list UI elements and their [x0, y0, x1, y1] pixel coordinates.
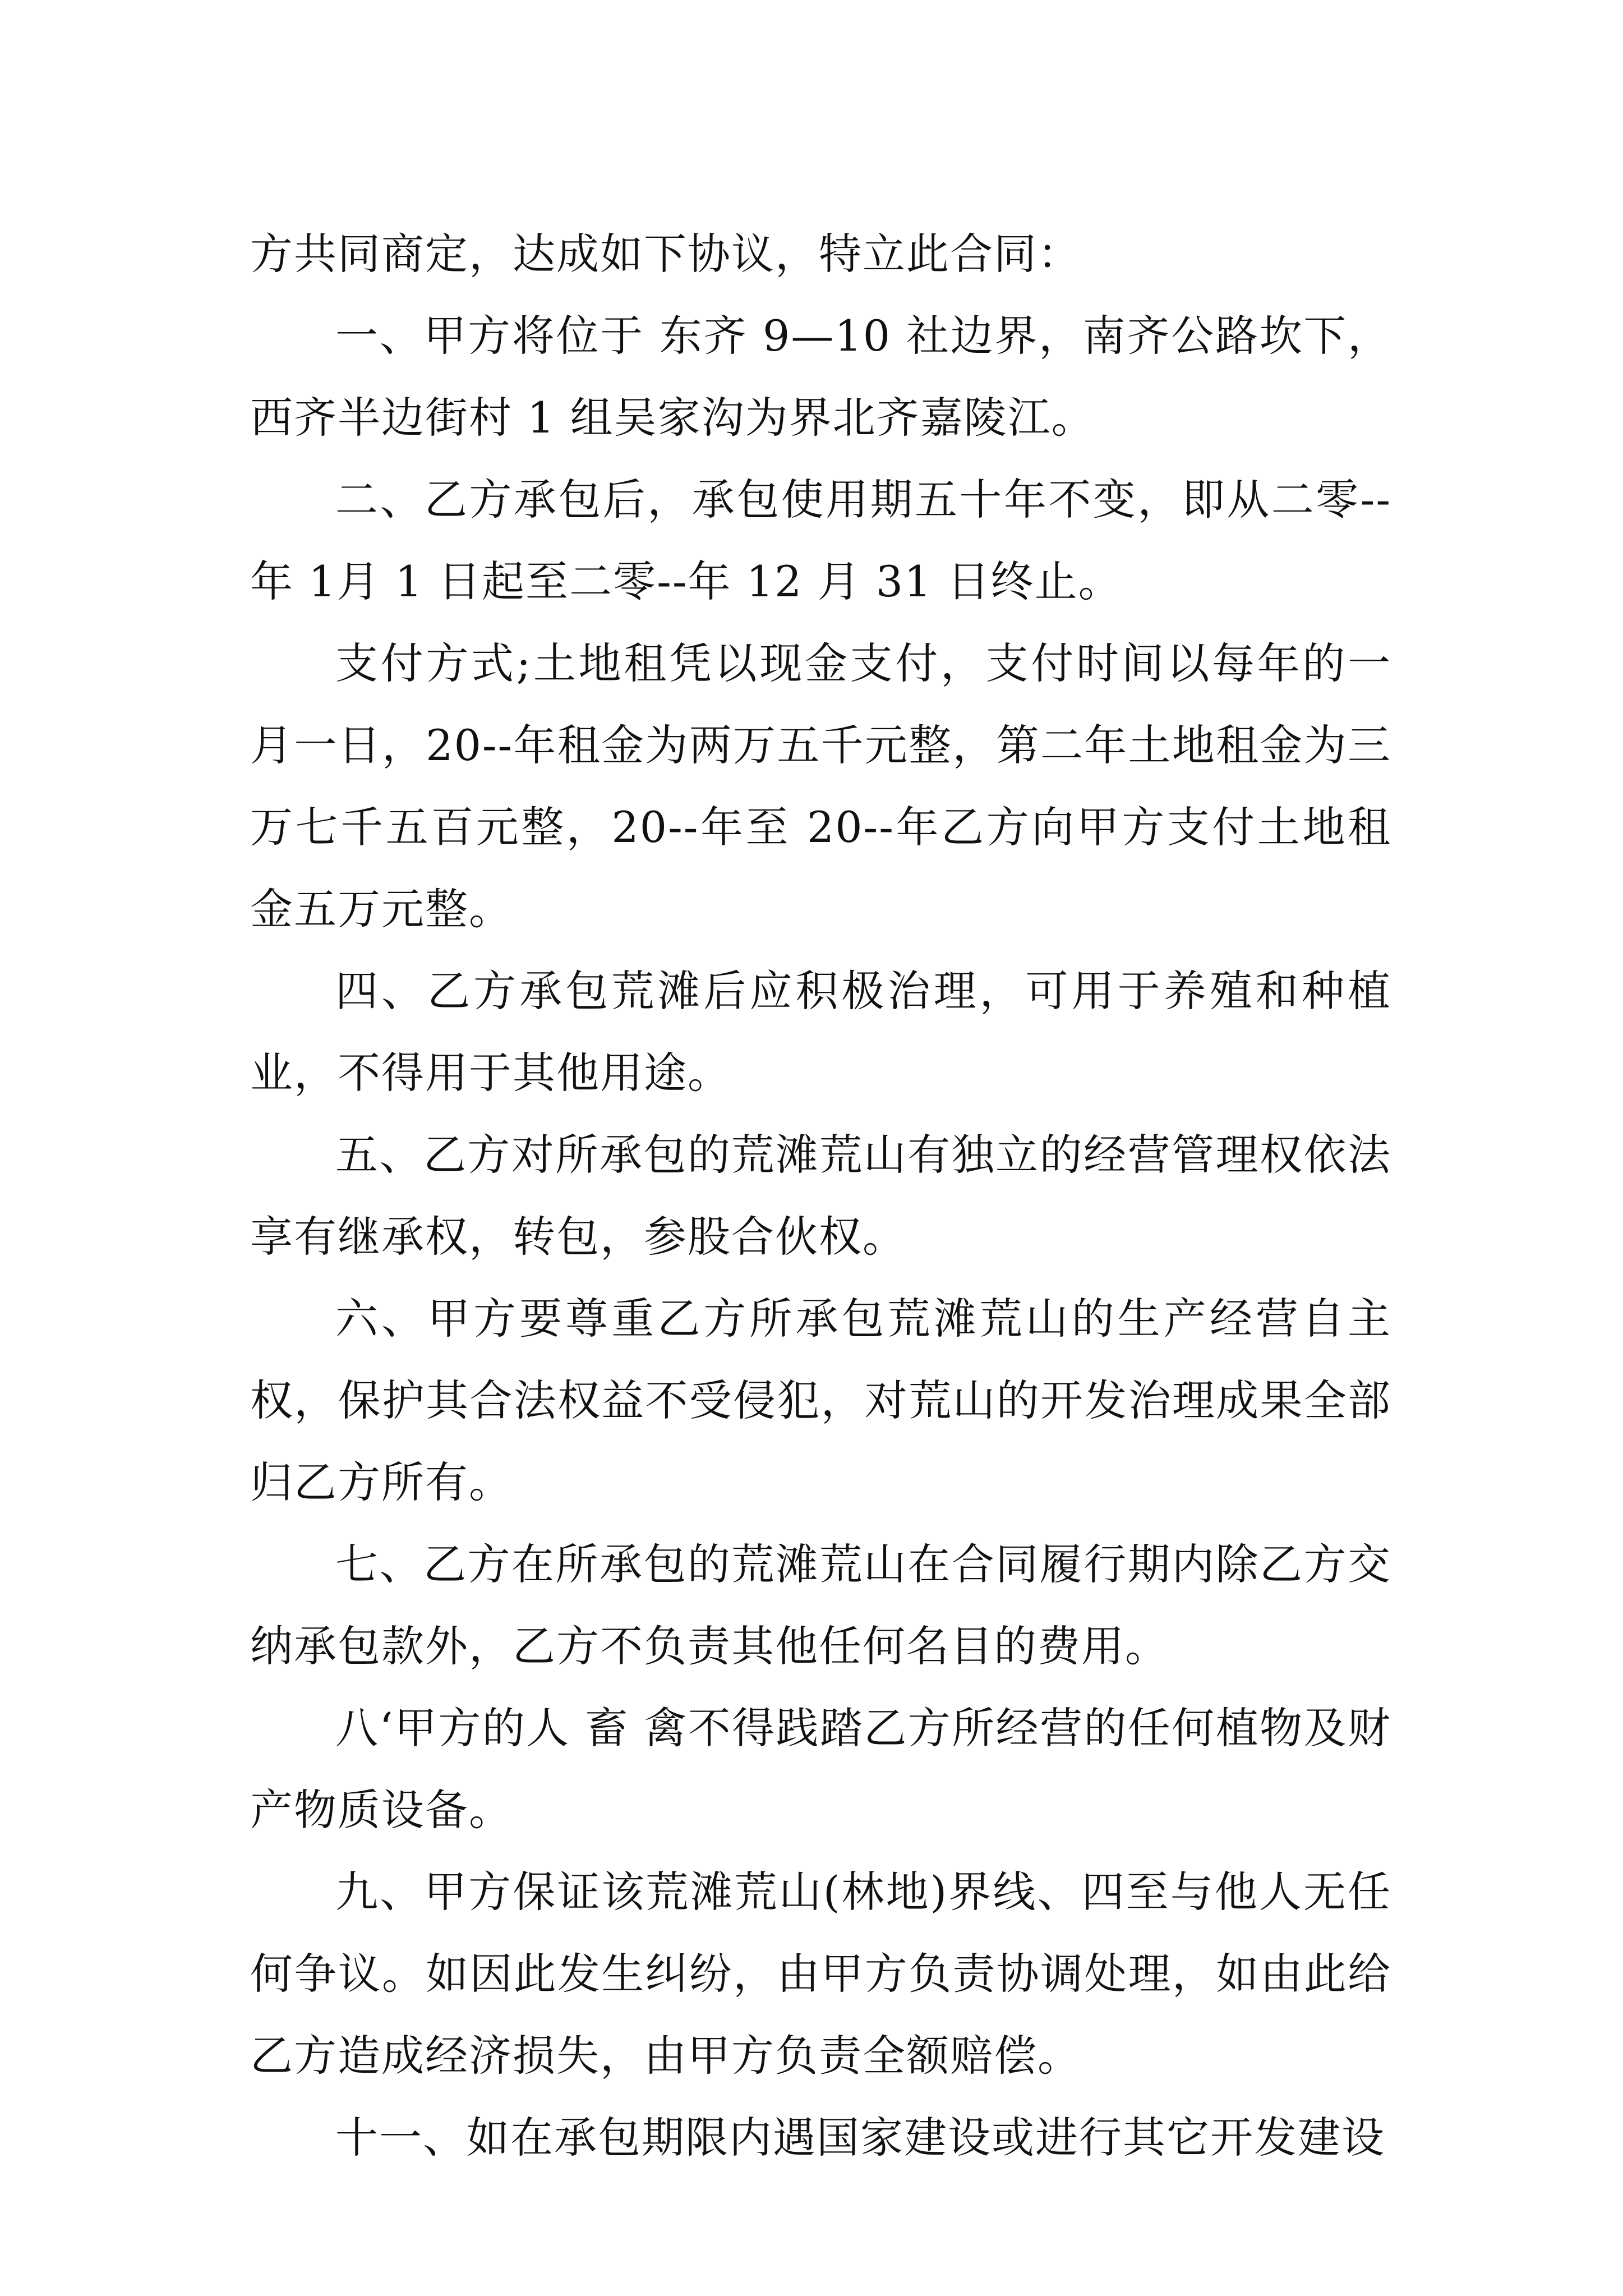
contract-body: [250, 213, 1391, 2179]
paragraph-payment-method: 支付方式;土地租凭以现金支付，支付时间以每年的一月一日，20--年租金为两万五千元整，第二年土地租金为三万七千五百元整，20--年至 20--年乙方向甲方支付土地租金五万元整。: [250, 638, 1391, 934]
paragraph-agreement-intro: 方共同商定，达成如下协议，特立此合同：: [250, 229, 1081, 279]
paragraph-clause-6: 六、甲方要尊重乙方所承包荒滩荒山的生产经营自主权，保护其合法权益不受侵犯，对荒山的开发治理成果全部归乙方所有。: [250, 1294, 1391, 1507]
paragraph-clause-2: 二、乙方承包后，承包使用期五十年不变，即从二零--年 1月 1 日起至二零--年 12 月 31 日终止。: [250, 475, 1391, 606]
paragraph-clause-9: 九、甲方保证该荒滩荒山(林地)界线、四至与他人无任何争议。如因此发生纠纷，由甲方负责协调处理，如由此给乙方造成经济损失，由甲方负责全额赔偿。: [250, 1867, 1391, 2081]
paragraph-clause-11: 十一、如在承包期限内遇国家建设或进行其它开发建设: [335, 2113, 1385, 2162]
paragraph-clause-8: 八‘甲方的人 畜 禽不得践踏乙方所经营的任何植物及财产物质设备。: [250, 1703, 1391, 1835]
paragraph-clause-5: 五、乙方对所承包的荒滩荒山有独立的经营管理权依法享有继承权，转包，参股合伙权。: [250, 1130, 1391, 1262]
paragraph-clause-7: 七、乙方在所承包的荒滩荒山在合同履行期内除乙方交纳承包款外，乙方不负责其他任何名目的费用。: [250, 1539, 1391, 1671]
paragraph-clause-1: 一、甲方将位于 东齐 9—10 社边界，南齐公路坎下，西齐半边街村 1 组吴家沟为界北齐嘉陵江。: [250, 311, 1391, 443]
paragraph-clause-4: 四、乙方承包荒滩后应积极治理，可用于养殖和种植业，不得用于其他用途。: [250, 966, 1391, 1098]
